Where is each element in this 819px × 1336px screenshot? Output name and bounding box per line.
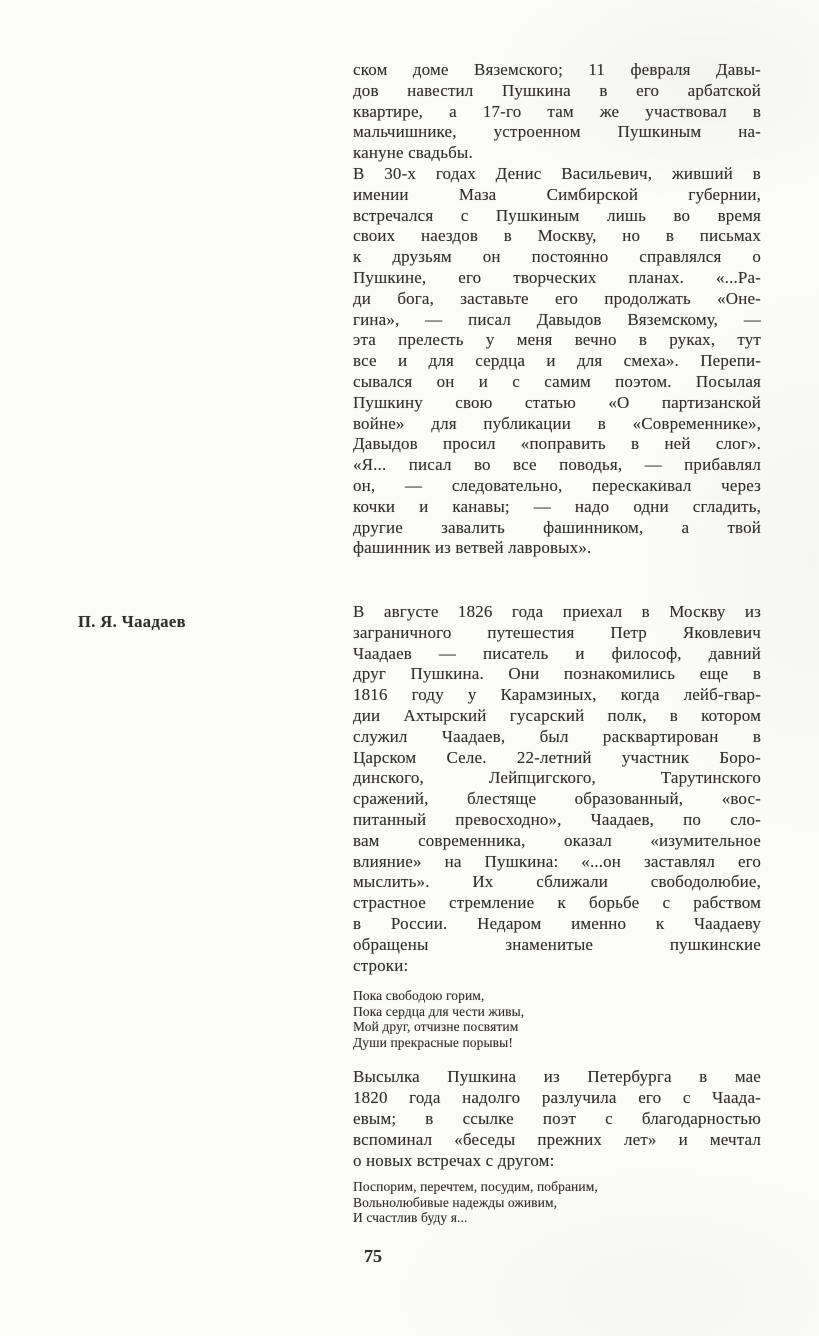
text-line: ди бога, заставьте его продолжать «Оне- bbox=[353, 288, 761, 308]
text-line: ском доме Вяземского; 11 февраля Давы- bbox=[353, 60, 761, 79]
text-line: кочки и канавы; — надо одни сгладить, bbox=[353, 496, 761, 516]
text-line: другие завалить фашинником, а твой bbox=[353, 517, 761, 537]
text-line: динского, Лейпцигского, Тарутинского bbox=[353, 768, 761, 788]
text-line: Мой друг, отчизне посвятим bbox=[353, 1019, 519, 1035]
section-heading-chaadaev: П. Я. Чаадаев bbox=[78, 612, 186, 631]
text-line: Пока сердца для чести живы, bbox=[353, 1003, 525, 1019]
text-line: Пока свободою горим, bbox=[353, 988, 485, 1004]
text-line: 1820 года надолго разлучила его с Чаада- bbox=[353, 1088, 761, 1108]
paragraph bbox=[353, 60, 761, 164]
text-line: фашинник из ветвей лавровых». bbox=[353, 538, 592, 558]
text-line: сывался он и с самим поэтом. Посылая bbox=[353, 371, 761, 391]
text-line: гина», — писал Давыдов Вяземскому, — bbox=[353, 309, 761, 329]
text-line: Давыдов просил «поправить в ней слог». bbox=[353, 434, 761, 454]
text-line: евым; в ссылке поэт с благодарностью bbox=[353, 1108, 761, 1128]
text-line: Пушкину свою статью «О партизанской bbox=[353, 392, 761, 412]
text-line: Царском Селе. 22-летний участник Боро- bbox=[353, 747, 761, 767]
text-line: Высылка Пушкина из Петербурга в мае bbox=[353, 1067, 761, 1087]
text-line: друг Пушкина. Они познакомились еще в bbox=[353, 664, 761, 684]
text-line: Пушкине, его творческих планах. «...Ра- bbox=[353, 267, 761, 287]
text-line: вспоминал «беседы прежних лет» и мечтал bbox=[353, 1129, 761, 1149]
text-line: эта прелесть у меня вечно в руках, тут bbox=[353, 330, 761, 350]
text-line: строки: bbox=[353, 955, 409, 975]
text-line: Чаадаев — писатель и философ, давний bbox=[353, 643, 761, 663]
text-line: к друзьям он постоянно справлялся о bbox=[353, 247, 761, 267]
text-line: заграничного путешестия Петр Яковлевич bbox=[353, 622, 761, 642]
text-line: 1816 году у Карамзиных, когда лейб-гвар- bbox=[353, 685, 761, 705]
text-line: вам современника, оказал «изумительное bbox=[353, 830, 761, 850]
text-line: в России. Недаром именно к Чаадаеву bbox=[353, 913, 761, 933]
text-line: Души прекрасные порывы! bbox=[353, 1034, 513, 1050]
text-line: все и для сердца и для смеха». Перепи- bbox=[353, 351, 761, 371]
text-line: В августе 1826 года приехал в Москву из bbox=[353, 602, 761, 621]
page-number: 75 bbox=[364, 1246, 382, 1266]
text-line: квартире, а 17-го там же участвовал в bbox=[353, 101, 761, 121]
text-line: страстное стремление к борьбе с рабством bbox=[353, 893, 761, 913]
text-line: дии Ахтырский гусарский полк, в котором bbox=[353, 705, 761, 725]
text-line: питанный превосходно», Чаадаев, по сло- bbox=[353, 809, 761, 829]
paragraph bbox=[353, 602, 761, 976]
text-line: мыслить». Их сближали свободолюбие, bbox=[353, 872, 761, 892]
text-line: дов навестил Пушкина в его арбатской bbox=[353, 80, 761, 100]
text-line: он, — следовательно, перескакивал через bbox=[353, 475, 761, 495]
text-line: влияние» на Пушкина: «...он заставлял его bbox=[353, 851, 761, 871]
text-line: В 30-х годах Денис Васильевич, живший в bbox=[353, 163, 761, 183]
text-line: служил Чаадаев, был расквартирован в bbox=[353, 726, 761, 746]
text-line: мальчишнике, устроенном Пушкиным на- bbox=[353, 122, 761, 142]
text-line: имении Маза Симбирской губернии, bbox=[353, 184, 761, 204]
text-line: кануне свадьбы. bbox=[353, 143, 473, 163]
text-line: И счастлив буду я... bbox=[353, 1210, 468, 1226]
text-line: о новых встречах с другом: bbox=[353, 1150, 555, 1170]
text-line: Вольнолюбивые надежды оживим, bbox=[353, 1194, 558, 1210]
text-line: обращены знаменитые пушкинские bbox=[353, 934, 761, 954]
paragraph bbox=[353, 1067, 761, 1171]
paragraph bbox=[353, 164, 761, 559]
text-line: встречался с Пушкиным лишь во время bbox=[353, 205, 761, 225]
text-line: Поспорим, перечтем, посудим, побраним, bbox=[353, 1179, 598, 1195]
text-line: своих наездов в Москву, но в письмах bbox=[353, 226, 761, 246]
text-column-davydov bbox=[353, 60, 761, 559]
text-column-chaadaev bbox=[353, 602, 761, 1226]
verse-quote bbox=[353, 988, 761, 1050]
text-line: сражений, блестяще образованный, «вос- bbox=[353, 789, 761, 809]
text-line: «Я... писал во все поводья, — прибавлял bbox=[353, 455, 761, 475]
verse-quote bbox=[353, 1179, 761, 1226]
text-line: войне» для публикации в «Современнике», bbox=[353, 413, 761, 433]
